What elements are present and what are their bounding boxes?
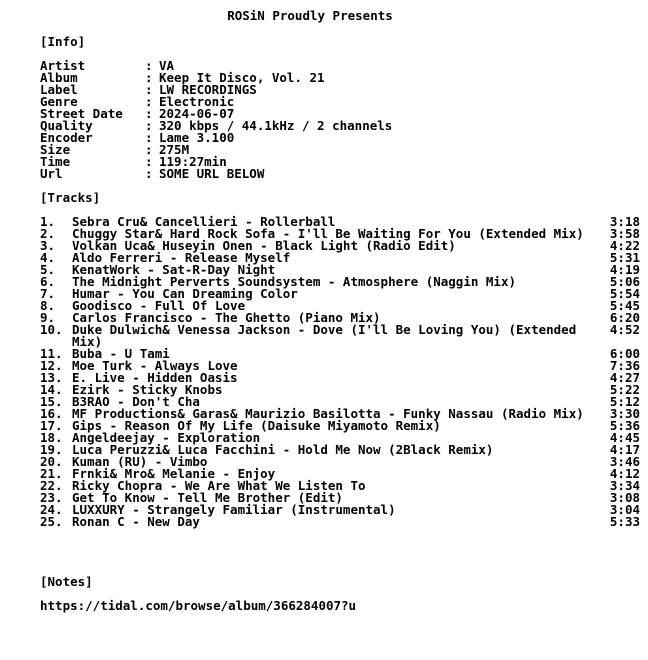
info-key: Encoder	[40, 130, 93, 145]
track-duration: 7:36	[609, 358, 640, 373]
track-title: KenatWork - Sat-R-Day Night	[72, 262, 276, 277]
track-number: 6.	[40, 274, 56, 289]
info-value: Electronic	[159, 94, 235, 109]
info-key: Label	[40, 82, 78, 97]
track-duration: 4:45	[609, 430, 640, 445]
track-title: Carlos Francisco - The Ghetto (Piano Mix)	[72, 310, 381, 325]
track-duration: 5:12	[609, 394, 640, 409]
track-title: E. Live - Hidden Oasis	[72, 370, 238, 385]
track-title: Duke Dulwich& Venessa Jackson - Dove (I'll Be Loving You) (Extended Mix)	[72, 322, 584, 349]
track-title: Kuman (RU) - Vimbo	[72, 454, 208, 469]
info-value: VA	[159, 58, 175, 73]
track-title: Gips - Reason Of My Life (Daisuke Miyamoto Remix)	[72, 418, 441, 433]
track-duration: 5:33	[609, 514, 640, 529]
track-title: Ricky Chopra - We Are What We Listen To	[72, 478, 366, 493]
track-title: Sebra Cru& Cancellieri - Rollerball	[72, 214, 336, 229]
track-duration: 6:00	[609, 346, 640, 361]
track-duration: 5:06	[609, 274, 640, 289]
track-number: 14.	[40, 382, 63, 397]
info-key: Genre	[40, 94, 78, 109]
track-title: Buba - U Tami	[72, 346, 170, 361]
track-number: 13.	[40, 370, 63, 385]
track-title: The Midnight Perverts Soundsystem - Atmosphere (Naggin Mix)	[72, 274, 517, 289]
track-number: 12.	[40, 358, 63, 373]
track-duration: 4:17	[609, 442, 640, 457]
track-duration: 5:36	[609, 418, 640, 433]
info-separator: :	[145, 70, 153, 85]
track-number: 24.	[40, 502, 63, 517]
info-list	[40, 60, 392, 180]
track-title: Chuggy Star& Hard Rock Sofa - I'll Be Waiting For You (Extended Mix)	[72, 226, 584, 241]
track-title: Ronan C - New Day	[72, 514, 200, 529]
track-number: 18.	[40, 430, 63, 445]
track-title: Ezirk - Sticky Knobs	[72, 382, 223, 397]
track-title: Angeldeejay - Exploration	[72, 430, 261, 445]
track-number: 23.	[40, 490, 63, 505]
info-key: Time	[40, 154, 71, 169]
info-separator: :	[145, 154, 153, 169]
track-title: Get To Know - Tell Me Brother (Edit)	[72, 490, 343, 505]
info-key: Artist	[40, 58, 86, 73]
info-value: Lame 3.100	[159, 130, 235, 145]
track-duration: 3:04	[609, 502, 640, 517]
track-number: 4.	[40, 250, 56, 265]
track-duration: 4:27	[609, 370, 640, 385]
track-duration: 3:18	[609, 214, 640, 229]
track-duration: 5:22	[609, 382, 640, 397]
track-title: Aldo Ferreri - Release Myself	[72, 250, 291, 265]
track-duration: 5:31	[609, 250, 640, 265]
track-duration: 3:58	[609, 226, 640, 241]
track-number: 10.	[40, 322, 63, 337]
track-number: 7.	[40, 286, 56, 301]
track-duration: 3:34	[609, 478, 640, 493]
track-duration: 6:20	[609, 310, 640, 325]
track-number: 2.	[40, 226, 56, 241]
info-separator: :	[145, 130, 153, 145]
track-number: 19.	[40, 442, 63, 457]
track-number: 1.	[40, 214, 56, 229]
track-number: 15.	[40, 394, 63, 409]
track-title: Luca Peruzzi& Luca Facchini - Hold Me Now (2Black Remix)	[72, 442, 494, 457]
info-value: 275M	[159, 142, 190, 157]
track-duration: 3:08	[609, 490, 640, 505]
track-title: B3RAO - Don't Cha	[72, 394, 200, 409]
track-number: 9.	[40, 310, 56, 325]
info-value: 320 kbps / 44.1kHz / 2 channels	[159, 118, 393, 133]
track-title: Volkan Uca& Huseyin Onen - Black Light (Radio Edit)	[72, 238, 456, 253]
track-number: 20.	[40, 454, 63, 469]
info-separator: :	[145, 58, 153, 73]
info-value: 119:27min	[159, 154, 227, 169]
tracks-heading: [Tracks]	[40, 190, 101, 205]
track-duration: 4:22	[609, 238, 640, 253]
track-title: Frnki& Mro& Melanie - Enjoy	[72, 466, 276, 481]
track-duration: 5:54	[609, 286, 640, 301]
track-number: 17.	[40, 418, 63, 433]
track-number: 5.	[40, 262, 56, 277]
info-value: Keep It Disco, Vol. 21	[159, 70, 325, 85]
info-key: Street Date	[40, 106, 123, 121]
track-duration: 3:30	[609, 406, 640, 421]
info-key: Quality	[40, 118, 93, 133]
track-row	[40, 324, 640, 348]
info-key: Album	[40, 70, 78, 85]
notes-heading: [Notes]	[40, 574, 93, 589]
info-key: Size	[40, 142, 71, 157]
info-row	[40, 168, 392, 180]
track-number: 11.	[40, 346, 63, 361]
track-row	[40, 516, 640, 528]
info-separator: :	[145, 106, 153, 121]
info-heading: [Info]	[40, 34, 86, 49]
track-number: 8.	[40, 298, 56, 313]
track-title: LUXXURY - Strangely Familiar (Instrumental)	[72, 502, 396, 517]
track-list	[40, 216, 640, 528]
track-number: 21.	[40, 466, 63, 481]
info-row	[40, 132, 392, 144]
page-title: ROSiN Proudly Presents	[227, 8, 393, 23]
track-duration: 3:46	[609, 454, 640, 469]
info-separator: :	[145, 142, 153, 157]
info-separator: :	[145, 82, 153, 97]
track-duration: 4:12	[609, 466, 640, 481]
track-title: MF Productions& Garas& Maurizio Basilotta - Funky Nassau (Radio Mix)	[72, 406, 584, 421]
info-key: Url	[40, 166, 63, 181]
info-separator: :	[145, 166, 153, 181]
track-title: Humar - You Can Dreaming Color	[72, 286, 298, 301]
info-separator: :	[145, 94, 153, 109]
info-value: 2024-06-07	[159, 106, 235, 121]
track-number: 25.	[40, 514, 63, 529]
info-separator: :	[145, 118, 153, 133]
track-number: 22.	[40, 478, 63, 493]
track-duration: 4:52	[609, 322, 640, 337]
track-duration: 4:19	[609, 262, 640, 277]
track-number: 16.	[40, 406, 63, 421]
track-title: Goodisco - Full Of Love	[72, 298, 246, 313]
info-value: LW RECORDINGS	[159, 82, 257, 97]
info-value: SOME URL BELOW	[159, 166, 265, 181]
track-duration: 5:45	[609, 298, 640, 313]
track-title: Moe Turk - Always Love	[72, 358, 238, 373]
track-number: 3.	[40, 238, 56, 253]
notes-url: https://tidal.com/browse/album/366284007?u	[40, 598, 357, 613]
